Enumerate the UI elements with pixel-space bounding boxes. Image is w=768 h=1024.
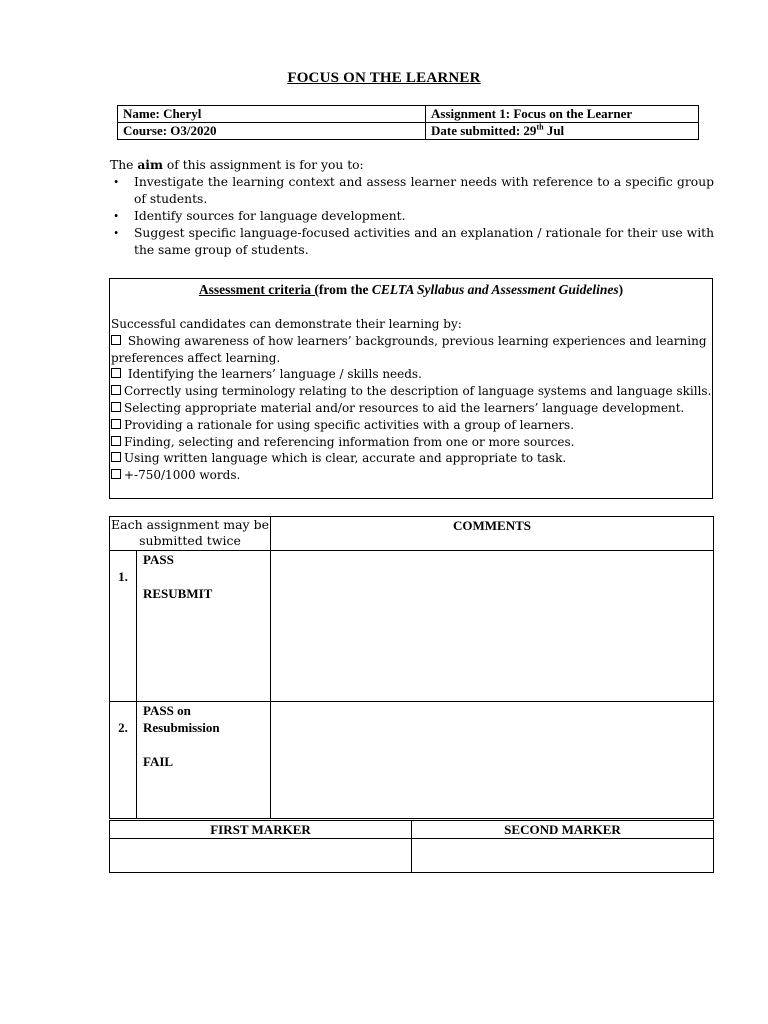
checkbox-icon bbox=[111, 436, 121, 446]
result-option-fail: FAIL bbox=[143, 754, 174, 769]
date-prefix: Date submitted: 29 bbox=[431, 123, 537, 138]
assessment-result-table bbox=[109, 516, 714, 819]
attempt-number bbox=[110, 702, 137, 819]
aim-section bbox=[110, 156, 714, 259]
document-title: FOCUS ON THE LEARNER bbox=[287, 70, 481, 86]
criteria-item-text: Showing awareness of how learners’ backgrounds, previous learning experiences and learning preferences affect learning. bbox=[111, 333, 707, 365]
table-row bbox=[110, 821, 714, 839]
criteria-heading-mid: from the bbox=[318, 282, 372, 297]
comments-field[interactable] bbox=[271, 551, 714, 702]
student-info-table bbox=[117, 105, 699, 140]
criteria-heading bbox=[110, 282, 712, 302]
comments-field[interactable] bbox=[271, 702, 714, 819]
criteria-item bbox=[110, 417, 712, 434]
table-row bbox=[110, 517, 714, 551]
criteria-heading-source: CELTA Syllabus and Assessment Guidelines bbox=[371, 282, 619, 297]
assessment-criteria-box bbox=[109, 278, 713, 499]
checkbox-icon bbox=[111, 402, 121, 412]
assignment-title: Assignment 1: Focus on the Learner bbox=[426, 106, 699, 123]
checkbox-icon bbox=[111, 385, 121, 395]
checkbox-icon bbox=[111, 335, 121, 345]
table-row bbox=[110, 839, 714, 873]
attempt-number-text: 2. bbox=[118, 720, 128, 735]
date-submitted bbox=[426, 123, 699, 140]
list-item: • Investigate the learning context and assess learner needs with reference to a specific group of students. bbox=[110, 174, 714, 208]
comments-header: COMMENTS bbox=[271, 517, 714, 551]
checkbox-icon bbox=[111, 452, 121, 462]
criteria-item bbox=[110, 450, 712, 467]
list-item: • Identify sources for language development. bbox=[110, 208, 714, 225]
result-option-pass: PASS bbox=[143, 552, 174, 567]
criteria-item-text: Using written language which is clear, accurate and appropriate to task. bbox=[124, 451, 567, 466]
attempt-number-text: 1. bbox=[118, 569, 128, 584]
criteria-intro: Successful candidates can demonstrate their learning by: bbox=[111, 317, 462, 331]
checkbox-icon bbox=[111, 469, 121, 479]
first-marker-header: FIRST MARKER bbox=[110, 821, 412, 839]
aim-intro bbox=[110, 156, 714, 174]
result-option-pass-resubmission: PASS on Resubmission bbox=[143, 703, 220, 735]
checkbox-icon bbox=[111, 368, 121, 378]
second-marker-header: SECOND MARKER bbox=[412, 821, 714, 839]
markers-table bbox=[109, 820, 714, 873]
criteria-item-text: +-750/1000 words. bbox=[124, 468, 241, 483]
criteria-item bbox=[110, 333, 712, 367]
table-row bbox=[110, 702, 714, 819]
result-options bbox=[137, 702, 271, 819]
course-code: Course: O3/2020 bbox=[118, 123, 426, 140]
result-options bbox=[137, 551, 271, 702]
table-row bbox=[118, 123, 699, 140]
aim-intro-pre: The bbox=[110, 158, 138, 172]
attempt-number bbox=[110, 551, 137, 702]
table-row bbox=[110, 551, 714, 702]
criteria-item bbox=[110, 383, 712, 400]
second-marker-field[interactable] bbox=[412, 839, 714, 873]
first-marker-field[interactable] bbox=[110, 839, 412, 873]
criteria-item-text: Providing a rationale for using specific activities with a group of learners. bbox=[124, 417, 575, 432]
aim-intro-bold: aim bbox=[137, 157, 163, 172]
aim-list bbox=[110, 174, 714, 259]
criteria-item-text: Correctly using terminology relating to the description of language systems and language skills. bbox=[124, 384, 712, 399]
list-item: • Suggest specific language-focused activities and an explanation / rationale for their use with the same group of students. bbox=[110, 225, 714, 259]
criteria-item bbox=[110, 434, 712, 451]
table-row bbox=[118, 106, 699, 123]
criteria-heading-end: ) bbox=[618, 282, 624, 297]
student-name: Name: Cheryl bbox=[118, 106, 426, 123]
submission-note: Each assignment may be submitted twice bbox=[110, 517, 271, 551]
criteria-item-text: Finding, selecting and referencing information from one or more sources. bbox=[124, 434, 575, 449]
criteria-heading-underlined: Assessment criteria ( bbox=[198, 282, 319, 297]
date-month: Jul bbox=[543, 123, 565, 138]
aim-intro-post: of this assignment is for you to: bbox=[162, 158, 364, 172]
result-option-resubmit: RESUBMIT bbox=[143, 586, 213, 601]
criteria-item bbox=[110, 467, 712, 484]
criteria-item-text: Identifying the learners’ language / skills needs. bbox=[124, 367, 422, 382]
criteria-item bbox=[110, 366, 712, 383]
checkbox-icon bbox=[111, 419, 121, 429]
date-suffix-sup: th bbox=[536, 122, 544, 132]
criteria-item-text: Selecting appropriate material and/or resources to aid the learners’ language development. bbox=[124, 400, 685, 415]
criteria-item bbox=[110, 400, 712, 417]
